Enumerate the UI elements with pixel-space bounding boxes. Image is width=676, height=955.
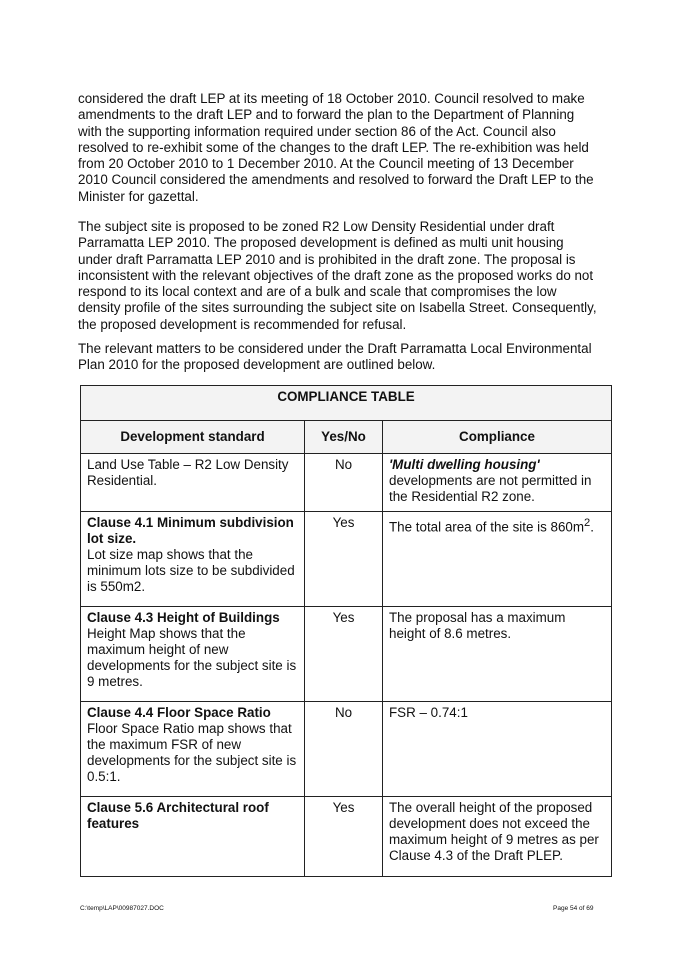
yesno-cell: Yes — [305, 797, 383, 877]
standard-title: Clause 5.6 Architectural roof features — [87, 800, 269, 831]
standard-title: Clause 4.4 Floor Space Ratio — [87, 705, 271, 720]
paragraph-relevant-matters: The relevant matters to be considered under the Draft Parramatta Local Environmental Plan 2010 for the proposed development are outlined below. — [78, 341, 592, 373]
standard-cell — [81, 797, 305, 877]
header-yes-no: Yes/No — [305, 421, 383, 454]
header-compliance: Compliance — [383, 421, 612, 454]
compliance-cell: The proposal has a maximum height of 8.6 metres. — [383, 607, 612, 702]
paragraph-zoning: The subject site is proposed to be zoned R2 Low Density Residential under draft Parramatta LEP 2010. The proposed development is defined as multi unit housing under draft Parramatta LEP 2010 and is prohibited in the draft zone. The proposal is inconsistent with the relevant objectives of the draft zone as the proposed works do not respond to its local context and are of a bulk and scale that compromises the low density profile of the sites surrounding the subject site on Isabella Street. Consequently, the proposed development is recommended for refusal. — [78, 219, 597, 332]
standard-text: Height Map shows that the maximum height of new developments for the subject site is 9 metres. — [87, 626, 297, 689]
standard-title: Clause 4.1 Minimum subdivision lot size. — [87, 515, 294, 546]
standard-cell — [81, 607, 305, 702]
table-row — [81, 607, 612, 702]
yesno-cell: Yes — [305, 512, 383, 607]
table-row — [81, 454, 612, 512]
table-row — [81, 702, 612, 797]
standard-title: Clause 4.3 Height of Buildings — [87, 610, 280, 625]
standard-text: Lot size map shows that the minimum lots size to be subdivided is 550m2. — [87, 547, 295, 594]
standard-text: Floor Space Ratio map shows that the maximum FSR of new developments for the subject site is 0.5:1. — [87, 721, 297, 784]
standard-cell — [81, 512, 305, 607]
compliance-text: developments are not permitted in the Residential R2 zone. — [389, 473, 592, 504]
compliance-text: The total area of the site is 860m — [389, 519, 585, 535]
compliance-cell — [383, 454, 612, 512]
compliance-cell: FSR – 0.74:1 — [383, 702, 612, 797]
yesno-cell: No — [305, 702, 383, 797]
compliance-superscript: 2 — [584, 517, 591, 529]
compliance-cell: The overall height of the proposed development does not exceed the maximum height of 9 metres as per Clause 4.3 of the Draft PLEP. — [383, 797, 612, 877]
table-title: COMPLIANCE TABLE — [81, 386, 612, 421]
standard-cell — [81, 702, 305, 797]
table-row — [81, 797, 612, 877]
footer-page-number: Page 54 of 69 — [553, 905, 594, 912]
compliance-emphasis: 'Multi dwelling housing' — [389, 457, 540, 472]
standard-text: Land Use Table – R2 Low Density Residential. — [87, 457, 289, 488]
footer-file-path: C:\temp\LAP\00987027.DOC — [80, 905, 164, 912]
yesno-cell: No — [305, 454, 383, 512]
compliance-table — [80, 385, 612, 877]
compliance-tail: . — [590, 519, 594, 535]
yesno-cell: Yes — [305, 607, 383, 702]
header-development-standard: Development standard — [81, 421, 305, 454]
standard-cell — [81, 454, 305, 512]
compliance-cell — [383, 512, 612, 607]
table-row — [81, 512, 612, 607]
paragraph-lep-history: considered the draft LEP at its meeting of 18 October 2010. Council resolved to make amendments to the draft LEP and to forward the plan to the Department of Planning with the supporting information required under section 86 of the Act. Council also resolved to re-exhibit some of the changes to the draft LEP. The re-exhibition was held from 20 October 2010 to 1 December 2010. At the Council meeting of 13 December 2010 Council considered the amendments and resolved to forward the Draft LEP to the Minister for gazettal. — [78, 91, 594, 204]
